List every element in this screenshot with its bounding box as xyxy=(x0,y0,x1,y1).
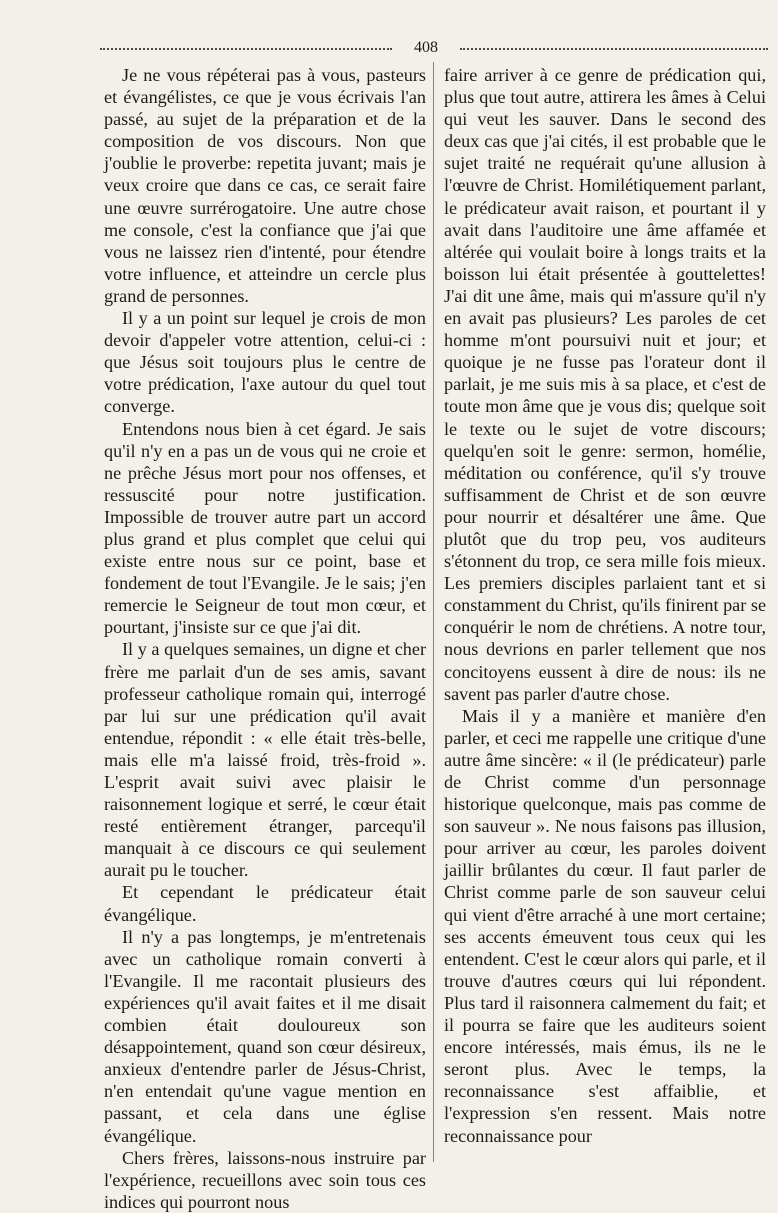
paragraph: faire arriver à ce genre de prédication qui, plus que tout autre, attirera les âmes à Celui qui veut les sauver. Dans le second des deux cas que j'ai cités, il est probable que le sujet traité ne requérait qu'une allusion à l'œuvre de Christ. Homilétiquement parlant, le prédicateur avait raison, et pourtant il y avait dans l'auditoire une âme affamée et altérée qui voulait boire à longs traits et la boisson lui était présentée à gouttelettes! J'ai dit une âme, mais qui m'assure qu'il n'y en avait pas plusieurs? Les paroles de cet homme m'ont poursuivi nuit et jour; et quoique je ne fusse pas l'orateur dont il parlait, je me suis mis à sa place, et c'est de toute mon âme que je vous dis; quelque soit le texte ou le sujet de votre discours; quelqu'en soit le genre: sermon, homélie, méditation ou conférence, qu'il s'y trouve suffisamment de Christ et de son œuvre pour nourrir et désaltérer une âme. Que plutôt que du trop peu, vos auditeurs s'étonnent du trop, ce sera mille fois mieux. Les premiers disciples parlaient tant et si constamment du Christ, qu'ils finirent par se conquérir le nom de chrétiens. A notre tour, nous devrions en parler tellement que nos concitoyens eussent à dire de nous: ils ne savent pas parler d'autre chose. xyxy=(444,65,767,704)
right-column xyxy=(444,64,766,1147)
paragraph: Entendons nous bien à cet égard. Je sais qu'il n'y en a pas un de vous qui ne croie et ne prêche Jésus mort pour nos offenses, et ressuscité pour notre justification. Impossible de trouver autre part un accord plus grand et plus complet que celui qui existe entre nous sur ce point, base et fondement de tout l'Evangile. Je le sais; j'en remercie le Seigneur de tout mon cœur, et pourtant, j'insiste sur ce que j'ai dit. xyxy=(104,418,426,638)
paragraph: Je ne vous répéterai pas à vous, pasteurs et évangélistes, ce que je vous écrivais l'an passé, au sujet de la préparation et de la composition de vos discours. Non que j'oublie le proverbe: repetita juvant; mais je veux croire que dans ce cas, ce serait faire une œuvre surrérogatoire. Une autre chose me console, c'est la confiance que j'ai que vous ne laissez rien d'intenté, pour étendre votre influence, et atteindre un cercle plus grand de personnes. xyxy=(104,65,426,306)
paragraph: Mais il y a manière et manière d'en parler, et ceci me rappelle une critique d'une autre âme sincère: « il (le prédicateur) parle de Christ comme d'un personnage historique quelconque, mais pas comme de son sauveur ». Ne nous faisons pas illusion, pour arriver au cœur, les paroles doivent jaillir brûlantes du cœur. Il faut parler de Christ comme parle de son sauveur celui qui vient d'être arraché à une mort certaine; ses accents émeuvent tous ceux qui les entendent. C'est le cœur alors qui parle, et il trouve d'autres cœurs qui lui répondent. Plus tard il raisonnera calmement du fait; et il pourra se faire que les auditeurs soient encore intéressés, mais émus, ils ne le seront plus. Avec le temps, la reconnaissance s'est affaiblie, et l'expression s'en ressent. Mais notre reconnaissance pour xyxy=(444,705,766,1146)
page-header xyxy=(100,38,768,58)
column-divider xyxy=(433,62,434,1162)
paragraph: Il n'y a pas longtemps, je m'entretenais avec un catholique romain converti à l'Evangile. Il me racontait plusieurs des expériences qu'il avait faites et il me disait combien était douloureux son désappointement, quand son cœur désireux, anxieux d'entendre parler de Jésus-Christ, n'en entendait qu'une vague mention en passant, et cela dans une église évangélique. xyxy=(104,926,426,1146)
paragraph: Il y a un point sur lequel je crois de mon devoir d'appeler votre attention, celui-ci : que Jésus soit toujours plus le centre de votre prédication, l'axe autour du quel tout converge. xyxy=(104,308,426,417)
paragraph: Et cependant le prédicateur était évangélique. xyxy=(104,882,426,925)
paragraph: Il y a quelques semaines, un digne et cher frère me parlait d'un de ses amis, savant professeur catholique romain qui, interrogé par lui sur une prédication qu'il avait entendue, répondit : « elle était très-belle, mais elle m'a laissé froid, très-froid ». L'esprit avait suivi avec plaisir le raisonnement logique et serré, le cœur était resté entièrement étranger, parcequ'il manquait à ce discours ce qui seulement aurait pu le toucher. xyxy=(104,639,426,881)
left-column xyxy=(104,64,426,1213)
header-rule-right xyxy=(460,48,768,50)
page-number: 408 xyxy=(414,39,438,56)
paragraph: Chers frères, laissons-nous instruire par l'expérience, recueillons avec soin tous ces indices qui pourront nous xyxy=(104,1147,426,1212)
header-rule-left xyxy=(100,48,392,50)
